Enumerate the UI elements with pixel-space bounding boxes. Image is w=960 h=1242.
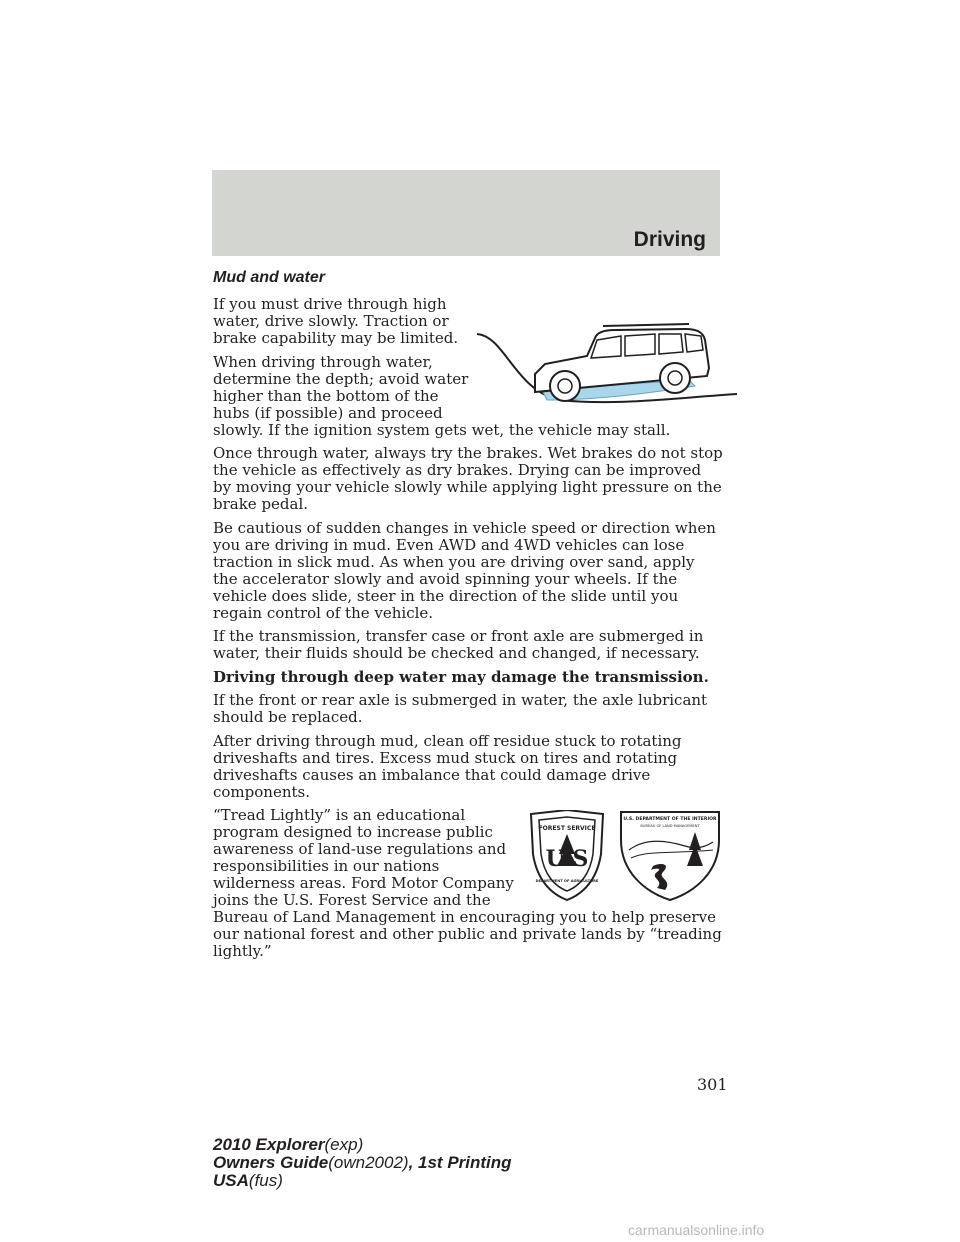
footer-printing: , 1st Printing <box>408 1153 512 1172</box>
svg-text:DEPARTMENT OF AGRICULTURE: DEPARTMENT OF AGRICULTURE <box>535 879 599 883</box>
agency-logos <box>525 810 723 902</box>
paragraph: If the transmission, transfer case or front axle are submerged in water, their fluids should be checked and changed, if necessary. <box>213 627 704 662</box>
paragraph: Be cautious of sudden changes in vehicle speed or direction when you are driving in mud. Even AWD and 4WD vehicles can lose traction in slick mud. As when you are driving over sand, apply the accelerator slowly and avoid spinning your wheels. If the vehicle does slide, steer in the direction of the slide until you regain control of the vehicle. <box>213 518 716 622</box>
svg-text:BUREAU OF LAND MANAGEMENT: BUREAU OF LAND MANAGEMENT <box>640 824 700 828</box>
section-header-band <box>212 170 720 256</box>
footer-region-code: (fus) <box>248 1171 283 1190</box>
document-footer <box>213 1136 512 1190</box>
footer-guide: Owners Guide <box>213 1153 329 1172</box>
warning-paragraph: Driving through deep water may damage the transmission. <box>213 667 709 686</box>
svg-text:FOREST SERVICE: FOREST SERVICE <box>538 825 596 832</box>
footer-line-guide <box>213 1154 512 1172</box>
footer-model-code: (exp) <box>324 1135 364 1154</box>
site-watermark: carmanualsonline.info <box>628 1222 765 1238</box>
vehicle-in-water-illustration <box>475 296 737 416</box>
page-content <box>213 268 723 967</box>
bureau-of-land-management-logo <box>621 812 719 900</box>
footer-region: USA <box>213 1171 249 1190</box>
forest-service-logo <box>531 810 603 900</box>
subsection-heading: Mud and water <box>213 269 326 286</box>
svg-text:U.S. DEPARTMENT OF THE INTERIO: U.S. DEPARTMENT OF THE INTERIOR <box>623 817 717 822</box>
footer-line-model <box>213 1136 512 1154</box>
svg-text:U S: U S <box>545 846 589 872</box>
section-title: Driving <box>633 228 706 251</box>
paragraph: If the front or rear axle is submerged in water, the axle lubricant should be replaced. <box>213 691 708 726</box>
footer-model: 2010 Explorer <box>213 1135 325 1154</box>
footer-guide-code: (own2002) <box>328 1153 409 1172</box>
paragraph: When driving through water, determine the depth; avoid water higher than the bottom of the hubs (if possible) and proceed slowly. If the ignition system gets wet, the vehicle may stall. <box>213 352 671 439</box>
footer-line-region <box>213 1172 512 1190</box>
paragraph: If you must drive through high water, drive slowly. Traction or brake capability may be limited. <box>213 295 459 347</box>
paragraph: “Tread Lightly” is an educational program designed to increase public awareness of land-use regulations and responsibilities in our nations wilderness areas. Ford Motor Company joins the U.S. Forest Service and the Bureau of Land Management in encouraging you to help preserve our national forest and other public and private lands by “treading lightly.” <box>213 806 722 960</box>
paragraph: After driving through mud, clean off residue stuck to rotating driveshafts and tires. Excess mud stuck on tires and rotating driveshafts causes an imbalance that could damage drive components. <box>213 731 682 801</box>
paragraph: Once through water, always try the brakes. Wet brakes do not stop the vehicle as effectively as dry brakes. Drying can be improved by moving your vehicle slowly while applying light pressure on the brake pedal. <box>213 444 723 513</box>
page-number: 301 <box>697 1075 728 1094</box>
